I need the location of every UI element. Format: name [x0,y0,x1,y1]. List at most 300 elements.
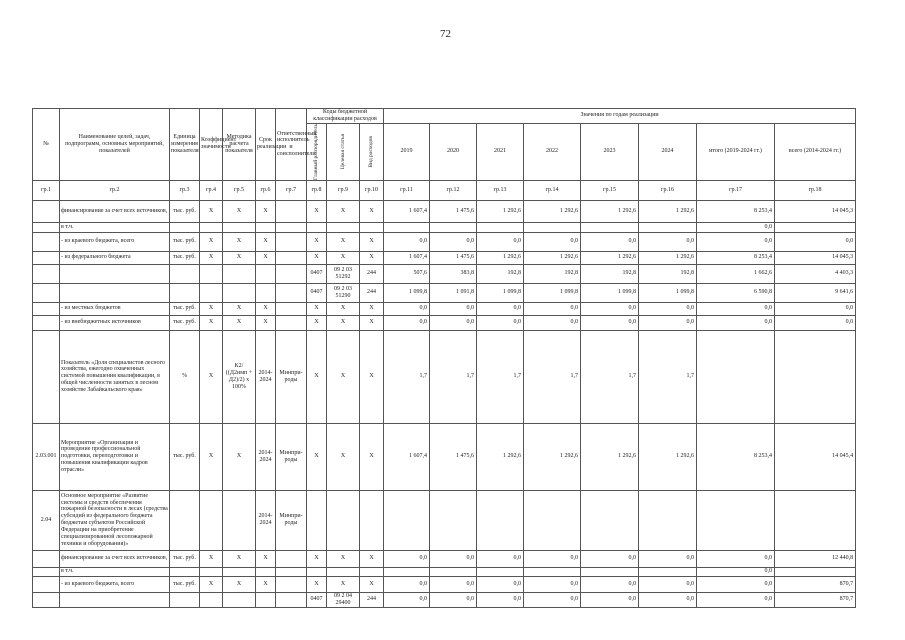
table-cell [256,567,276,576]
table-cell [200,567,223,576]
table-row [33,200,856,222]
table-cell: 1 292,6 [639,423,697,490]
table-cell: 0,0 [581,576,639,592]
grp-cell: гр.2 [60,180,170,200]
table-cell: в т.ч. [60,567,170,576]
table-cell: 0,0 [524,576,581,592]
table-cell: 1 099,8 [639,283,697,302]
table-cell [256,222,276,232]
table-row [33,264,856,283]
table-cell: - из местных бюджетов [60,302,170,315]
grp-cell: гр.17 [697,180,775,200]
table-cell: X [307,315,327,330]
table-row [33,567,856,576]
table-cell: X [200,423,223,490]
table-cell: Минпри-роды [276,490,307,550]
header-budget-codes: Коды бюджетной классификации расходов [307,109,384,124]
table-cell: X [223,576,256,592]
table-body [33,200,856,607]
table-cell: 0,0 [430,302,477,315]
table-cell [327,222,360,232]
table-cell [307,222,327,232]
table-cell: 0,0 [430,232,477,251]
table-cell [223,490,256,550]
table-cell: 0,0 [384,232,430,251]
header-total-2019-2024: итого (2019-2024 гг.) [697,123,775,180]
table-cell [223,222,256,232]
table-cell: X [327,423,360,490]
table-cell [200,222,223,232]
table-cell: X [327,232,360,251]
table-cell: 0,0 [697,232,775,251]
header-code-vid-text: Вид расходов [368,135,375,168]
table-cell: X [200,315,223,330]
table-cell [360,490,384,550]
table-cell: - из краевого бюджета, всего [60,576,170,592]
table-cell: 1 662,6 [697,264,775,283]
table-cell: 1 292,6 [524,251,581,264]
table-cell [477,490,524,550]
table-cell: финансирование за счет всех источников, [60,550,170,567]
table-cell [33,200,60,222]
table-cell: 0,0 [639,550,697,567]
table-cell: 1 292,6 [477,423,524,490]
table-cell: 14 045,4 [775,423,856,490]
table-cell: 192,8 [477,264,524,283]
table-cell: X [327,315,360,330]
table-cell: 1 292,6 [524,200,581,222]
table-cell: 0,0 [430,315,477,330]
table-cell: 0,0 [581,302,639,315]
table-cell: 0,0 [697,302,775,315]
table-cell [33,232,60,251]
table-cell: тыс. руб. [170,200,200,222]
table-cell: 1 099,8 [477,283,524,302]
table-cell: 1 607,4 [384,200,430,222]
table-cell: 0407 [307,264,327,283]
table-cell: 0,0 [697,576,775,592]
table-cell: 09 2 03 51290 [327,283,360,302]
grp-cell: гр.14 [524,180,581,200]
table-cell: 0,0 [384,315,430,330]
table-cell [33,576,60,592]
grp-cell: гр.12 [430,180,477,200]
table-cell: X [223,232,256,251]
header-total-2014-2024: всего (2014-2024 гг.) [775,123,856,180]
table-cell [170,264,200,283]
table-cell [775,330,856,423]
table-cell: X [223,315,256,330]
table-cell: 12 440,8 [775,550,856,567]
table-row [33,315,856,330]
table-cell: 1 292,6 [581,251,639,264]
table-cell: Основное мероприятие «Развитие системы и средств обеспечения пожарной безопасности в лесах (средства субсидий из федерального бюджета бюджетам субъектов Российской Федерации на приобретение специализированной лесопожарной техники и оборудования)» [60,490,170,550]
header-year-2021: 2021 [477,123,524,180]
table-cell: X [360,330,384,423]
table-cell [33,567,60,576]
table-cell: X [360,576,384,592]
grp-cell: гр.6 [256,180,276,200]
table-cell: 0,0 [477,550,524,567]
table-cell: 1 292,6 [477,200,524,222]
grp-cell: гр.10 [360,180,384,200]
grp-cell: гр.16 [639,180,697,200]
table-cell: X [200,232,223,251]
header-coef: Коэффициент значимости [200,109,223,181]
table-cell [60,592,170,607]
table-cell: 09 2 03 51292 [327,264,360,283]
table-cell [33,550,60,567]
table-cell [200,283,223,302]
table-cell: 0407 [307,283,327,302]
table-cell: 0,0 [524,550,581,567]
table-cell: 0,0 [430,576,477,592]
table-cell: 192,8 [524,264,581,283]
table-cell [276,200,307,222]
table-cell: 0,0 [477,315,524,330]
table-cell [223,283,256,302]
header-year-2023: 2023 [581,123,639,180]
table-cell: 1,7 [639,330,697,423]
table-cell: 1,7 [430,330,477,423]
table-cell: 14 045,3 [775,200,856,222]
table-cell: 6 590,8 [697,283,775,302]
table-cell [170,592,200,607]
table-cell [276,264,307,283]
table-cell: 1 292,6 [581,423,639,490]
table-cell: X [307,251,327,264]
table-cell: 0,0 [430,592,477,607]
table-cell: X [327,550,360,567]
table-cell: 0,0 [384,302,430,315]
table-cell [276,283,307,302]
grp-cell: гр.5 [223,180,256,200]
table-cell: 870,7 [775,592,856,607]
table-cell: 8 253,4 [697,423,775,490]
table-cell: X [256,315,276,330]
table-cell: 1 099,8 [581,283,639,302]
table-cell [276,222,307,232]
table-cell: X [307,550,327,567]
table-cell: Минпри-роды [276,330,307,423]
header-code-target [327,123,360,180]
table-cell: 0,0 [775,302,856,315]
table-cell [430,567,477,576]
table-cell: 0,0 [581,232,639,251]
table-row [33,330,856,423]
header-row-1 [33,109,856,124]
table-cell [276,576,307,592]
grp-cell: гр.15 [581,180,639,200]
table-cell: 0,0 [697,222,775,232]
table-cell [775,567,856,576]
table-cell: X [360,232,384,251]
header-year-2020: 2020 [430,123,477,180]
grp-cell: гр.9 [327,180,360,200]
table-cell: X [200,251,223,264]
table-cell [223,592,256,607]
table-cell [33,330,60,423]
header-code-target-text: Целевая статья [339,134,346,170]
table-cell [170,283,200,302]
table-cell: 244 [360,283,384,302]
table-cell: 1 607,4 [384,423,430,490]
grp-cell: гр.7 [276,180,307,200]
table-cell: 870,7 [775,576,856,592]
table-cell [775,490,856,550]
table-cell: 1 292,6 [581,200,639,222]
grp-cell: гр.3 [170,180,200,200]
table-cell [276,567,307,576]
table-cell [33,264,60,283]
table-cell: 1 091,8 [430,283,477,302]
table-cell: X [327,302,360,315]
table-cell [256,283,276,302]
table-cell [477,222,524,232]
table-cell: X [200,330,223,423]
table-cell [327,567,360,576]
table-cell [256,264,276,283]
table-cell: X [200,576,223,592]
header-year-2024: 2024 [639,123,697,180]
table-cell: X [256,302,276,315]
table-cell: X [327,200,360,222]
table-cell [524,490,581,550]
table-cell: X [256,251,276,264]
table-cell [223,567,256,576]
table-cell [477,567,524,576]
table-cell [581,567,639,576]
table-cell: X [307,200,327,222]
table-cell: X [256,576,276,592]
table-cell [384,490,430,550]
table-cell: 0,0 [384,550,430,567]
table-cell: 0,0 [524,315,581,330]
table-cell: тыс. руб. [170,423,200,490]
table-cell [200,264,223,283]
table-cell: 0,0 [775,232,856,251]
table-cell: X [360,200,384,222]
table-cell: X [327,576,360,592]
table-cell: 14 045,3 [775,251,856,264]
table-cell: 0,0 [384,592,430,607]
table-cell [639,222,697,232]
table-cell [307,490,327,550]
table-cell [639,490,697,550]
table-cell: тыс. руб. [170,232,200,251]
table-cell: - из федерального бюджета [60,251,170,264]
table-cell: 0,0 [581,592,639,607]
table-cell [276,315,307,330]
table-cell: 0,0 [524,302,581,315]
table-cell: в т.ч. [60,222,170,232]
table-cell: 0,0 [639,315,697,330]
table-cell: 1,7 [524,330,581,423]
table-cell [200,490,223,550]
table-cell: X [327,251,360,264]
table-cell [327,490,360,550]
header-code-vid [360,123,384,180]
table-cell: 1 292,6 [524,423,581,490]
table-cell [33,315,60,330]
header-term: Срок реализации [256,109,276,181]
table-cell: X [360,315,384,330]
table-cell [430,490,477,550]
table-cell: X [307,423,327,490]
table-cell: 0,0 [477,302,524,315]
table-cell: 0,0 [581,550,639,567]
table-row [33,576,856,592]
table-cell: 0,0 [697,567,775,576]
table-cell [223,264,256,283]
table-cell: 1 475,6 [430,200,477,222]
table-cell: 0,0 [477,592,524,607]
page-number: 72 [440,28,451,40]
table-cell [33,251,60,264]
grp-cell: гр.11 [384,180,430,200]
table-cell [360,567,384,576]
table-row [33,423,856,490]
header-year-2022: 2022 [524,123,581,180]
table-cell: тыс. руб. [170,302,200,315]
table-cell: - из внебюджетных источников [60,315,170,330]
table-row [33,302,856,315]
table-cell [256,592,276,607]
table-cell: тыс. руб. [170,550,200,567]
table-cell [200,592,223,607]
table-cell: - из краевого бюджета, всего [60,232,170,251]
table-cell: 1,7 [384,330,430,423]
header-name: Наименование целей, задач, подпрограмм, основных мероприятий, показателей [60,109,170,181]
grp-cell: гр.1 [33,180,60,200]
table-cell: 1,7 [581,330,639,423]
table-cell: тыс. руб. [170,315,200,330]
table-cell: 0,0 [384,576,430,592]
table-cell: 192,8 [639,264,697,283]
table-cell: X [360,251,384,264]
table-cell [60,283,170,302]
table-cell [697,490,775,550]
table-cell [170,222,200,232]
table-cell: 2.04 [33,490,60,550]
table-cell: 1 475,6 [430,251,477,264]
table-cell [384,222,430,232]
table-cell: 0,0 [697,592,775,607]
table-cell: X [307,330,327,423]
table-cell: тыс. руб. [170,576,200,592]
table-cell: X [360,423,384,490]
table-cell: 1 292,6 [639,200,697,222]
table-cell: 0,0 [477,232,524,251]
table-cell [276,302,307,315]
table-cell: 1,7 [477,330,524,423]
table-cell: 0,0 [775,315,856,330]
table-cell: X [223,550,256,567]
table-cell: 8 253,4 [697,200,775,222]
header-code-glavny-text: Главный распорядитель [313,123,320,180]
table-cell [33,283,60,302]
table-cell: X [256,200,276,222]
table-cell: X [200,302,223,315]
table-cell: X [327,330,360,423]
table-cell: 1 292,6 [639,251,697,264]
table-cell: 09 2 04 29400 [327,592,360,607]
table-cell: 4 403,3 [775,264,856,283]
table-cell: 0,0 [477,576,524,592]
table-cell [170,567,200,576]
table-cell: 0,0 [639,576,697,592]
table-cell: X [307,302,327,315]
table-cell: тыс. руб. [170,251,200,264]
grp-cell: гр.13 [477,180,524,200]
table-cell: 2014-2024 [256,423,276,490]
table-cell: 244 [360,592,384,607]
table-cell [33,302,60,315]
header-unit: Единица измерения показателя [170,109,200,181]
header-values: Значения по годам реализации [384,109,856,124]
table-cell: 2.03.001 [33,423,60,490]
table-cell [33,222,60,232]
table-cell: X [256,232,276,251]
table-cell [33,592,60,607]
table-cell: 244 [360,264,384,283]
table-row [33,490,856,550]
table-cell: X [200,200,223,222]
table-row [33,222,856,232]
table-cell [276,592,307,607]
table-row [33,550,856,567]
table-cell: 9 641,6 [775,283,856,302]
table-row [33,283,856,302]
column-number-row [33,180,856,200]
table-cell: 507,6 [384,264,430,283]
table-cell: X [360,302,384,315]
table-cell: Мероприятие «Организация и проведение профессиональной подготовки, переподготовки и повышения квалификации кадров отрасли» [60,423,170,490]
table-cell [276,251,307,264]
header-method: Методика расчета показателя [223,109,256,181]
table-cell: 2014-2024 [256,330,276,423]
table-cell [775,222,856,232]
table-cell [360,222,384,232]
table-cell [60,264,170,283]
table-cell: X [256,550,276,567]
table-cell [639,567,697,576]
program-table [32,108,856,608]
table-cell: финансирование за счет всех источников, [60,200,170,222]
table-cell: X [360,550,384,567]
table-cell: 0407 [307,592,327,607]
table-cell: Минпри-роды [276,423,307,490]
grp-cell: гр.18 [775,180,856,200]
table-cell: 2014-2024 [256,490,276,550]
table-cell: X [307,576,327,592]
table-cell: 0,0 [639,592,697,607]
table-cell: X [223,251,256,264]
table-cell [430,222,477,232]
table-cell [524,222,581,232]
grp-cell: гр.8 [307,180,327,200]
table-cell: 1 099,8 [384,283,430,302]
table-cell: 0,0 [697,315,775,330]
table-cell [524,567,581,576]
table-cell: X [223,200,256,222]
table-cell [697,330,775,423]
table-cell: К2/ ((Д2имп + Д2)/2) х 100% [223,330,256,423]
table-cell: 1 475,6 [430,423,477,490]
table-cell: 0,0 [697,550,775,567]
table-cell [276,550,307,567]
table-cell [170,490,200,550]
